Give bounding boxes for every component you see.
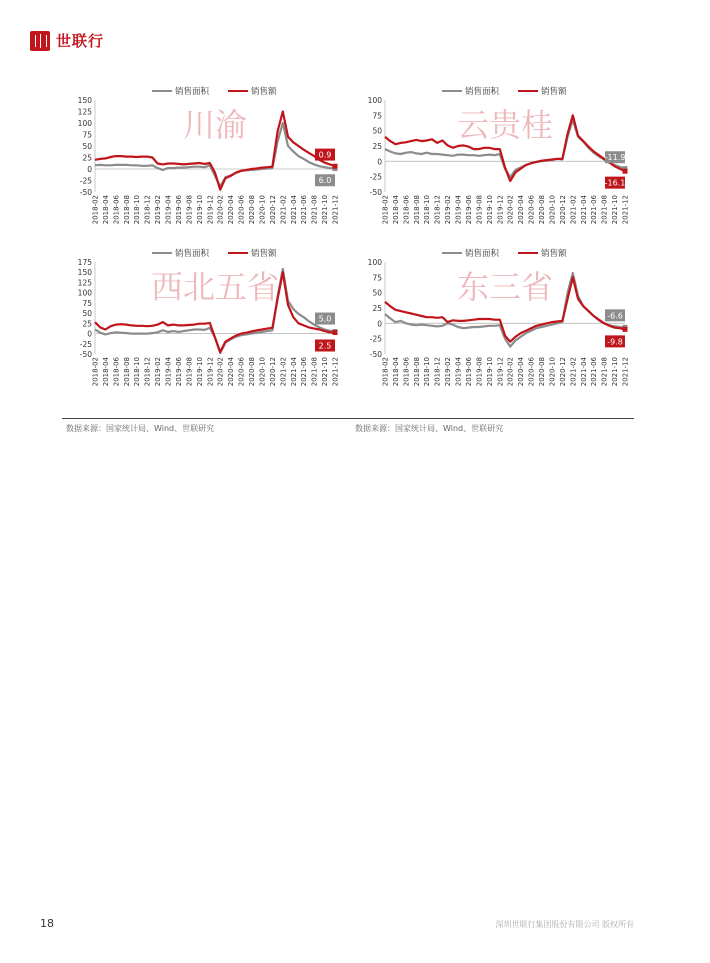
end-value-label: 2.5: [318, 341, 332, 351]
x-tick-label: 2018-06: [112, 195, 121, 225]
x-tick-label: 2020-10: [258, 195, 267, 225]
source-note-right: 数据来源：国家统计局、Wind、世联研究: [355, 424, 504, 433]
x-tick-label: 2019-04: [454, 357, 463, 387]
x-tick-label: 2020-08: [538, 357, 547, 387]
y-tick-label: 25: [82, 153, 92, 163]
chart-svg: [55, 242, 355, 412]
x-tick-label: 2021-12: [621, 357, 630, 387]
legend-label: 销售面积: [465, 249, 500, 259]
y-tick-label: 0: [377, 157, 382, 167]
x-tick-label: 2018-04: [391, 357, 400, 387]
chart-svg: [345, 242, 645, 412]
end-value-label: -6.6: [607, 311, 623, 321]
x-tick-label: 2018-08: [122, 195, 131, 225]
x-tick-label: 2021-10: [321, 357, 330, 387]
chart-svg: [55, 80, 355, 250]
x-tick-label: 2019-06: [464, 195, 473, 225]
x-tick-label: 2019-04: [164, 357, 173, 387]
x-tick-label: 2018-12: [143, 195, 152, 225]
end-value-label: 0.9: [318, 150, 332, 160]
source-note-left: 数据来源：国家统计局、Wind、世联研究: [66, 424, 215, 433]
y-tick-label: 50: [372, 126, 382, 136]
chart-yunguigui: [345, 80, 645, 250]
end-point-marker: [333, 164, 338, 169]
chart-chuanyu: [55, 80, 355, 250]
y-tick-label: -50: [369, 188, 382, 197]
x-tick-label: 2021-04: [289, 195, 298, 225]
y-tick-label: 50: [82, 142, 92, 151]
x-tick-label: 2019-06: [174, 357, 183, 387]
x-tick-label: 2018-04: [101, 195, 110, 225]
x-tick-label: 2021-10: [611, 195, 620, 225]
y-tick-label: 25: [82, 319, 92, 329]
x-tick-label: 2018-10: [423, 357, 432, 387]
x-tick-label: 2018-08: [122, 357, 131, 387]
x-tick-label: 2019-06: [464, 357, 473, 387]
x-tick-label: 2019-08: [185, 195, 194, 225]
x-tick-label: 2020-12: [268, 195, 277, 225]
x-tick-label: 2019-02: [444, 195, 453, 225]
y-tick-label: -25: [79, 339, 92, 349]
y-tick-label: 100: [77, 288, 92, 298]
x-tick-label: 2019-12: [496, 195, 505, 225]
chart-dongsansheng: [345, 242, 645, 412]
x-tick-label: 2020-10: [548, 195, 557, 225]
y-tick-label: 50: [82, 309, 92, 319]
y-tick-label: 150: [77, 268, 92, 278]
y-tick-label: 25: [372, 142, 382, 151]
x-tick-label: 2018-08: [412, 195, 421, 225]
x-tick-label: 2018-02: [381, 195, 390, 225]
x-tick-label: 2021-02: [569, 357, 578, 387]
x-tick-label: 2019-04: [454, 195, 463, 225]
x-tick-label: 2018-12: [433, 195, 442, 225]
y-tick-label: 125: [77, 107, 92, 117]
x-tick-label: 2018-02: [91, 357, 100, 387]
x-tick-label: 2020-02: [216, 195, 225, 225]
end-value-label: 6.0: [318, 176, 332, 186]
x-tick-label: 2020-08: [248, 195, 257, 225]
x-tick-label: 2018-06: [402, 357, 411, 387]
x-tick-label: 2020-04: [517, 357, 526, 387]
x-tick-label: 2021-02: [279, 357, 288, 387]
y-tick-label: 150: [77, 96, 92, 105]
y-tick-label: 25: [372, 304, 382, 313]
x-tick-label: 2020-04: [227, 357, 236, 387]
x-tick-label: 2020-08: [248, 357, 257, 387]
watermark-label: 西北五省: [150, 268, 280, 306]
x-tick-label: 2021-08: [600, 195, 609, 225]
x-tick-label: 2019-02: [154, 195, 163, 225]
x-tick-label: 2019-08: [475, 357, 484, 387]
y-tick-label: -25: [369, 172, 382, 182]
y-tick-label: 175: [77, 258, 92, 267]
x-tick-label: 2018-10: [423, 195, 432, 225]
watermark-label: 云贵桂: [456, 106, 554, 144]
legend-label: 销售面积: [175, 249, 210, 259]
y-tick-label: -25: [369, 334, 382, 344]
x-tick-label: 2021-12: [331, 195, 340, 225]
x-tick-label: 2020-10: [258, 357, 267, 387]
y-tick-label: 100: [77, 119, 92, 128]
x-tick-label: 2020-04: [227, 195, 236, 225]
watermark-label: 川渝: [182, 106, 248, 144]
x-tick-label: 2021-02: [569, 195, 578, 225]
x-tick-label: 2020-02: [506, 195, 515, 225]
y-tick-label: 100: [367, 96, 382, 105]
end-point-marker: [333, 330, 338, 335]
x-tick-label: 2021-08: [600, 357, 609, 387]
x-tick-label: 2019-10: [485, 357, 494, 387]
x-tick-label: 2019-02: [444, 357, 453, 387]
legend-label: 销售额: [541, 87, 567, 97]
y-tick-label: -25: [79, 176, 92, 186]
end-point-marker: [623, 327, 628, 332]
end-value-label: -9.8: [607, 337, 623, 347]
x-tick-label: 2021-12: [621, 195, 630, 225]
divider-line: [62, 418, 634, 419]
y-tick-label: 0: [87, 165, 92, 174]
end-value-label: 5.0: [318, 314, 332, 324]
x-tick-label: 2019-10: [195, 357, 204, 387]
x-tick-label: 2018-08: [412, 357, 421, 387]
x-tick-label: 2020-08: [538, 195, 547, 225]
y-tick-label: 125: [77, 278, 92, 288]
end-value-label: -16.1: [604, 178, 626, 188]
x-tick-label: 2019-08: [185, 357, 194, 387]
chart-svg: [345, 80, 645, 250]
x-tick-label: 2019-08: [475, 195, 484, 225]
x-tick-label: 2021-08: [310, 357, 319, 387]
x-tick-label: 2021-02: [279, 195, 288, 225]
x-tick-label: 2021-10: [611, 357, 620, 387]
x-tick-label: 2018-12: [143, 357, 152, 387]
y-tick-label: 0: [87, 329, 92, 339]
legend-label: 销售额: [251, 249, 277, 259]
x-tick-label: 2018-02: [91, 195, 100, 225]
x-tick-label: 2021-10: [321, 195, 330, 225]
x-tick-label: 2019-02: [154, 357, 163, 387]
x-tick-label: 2019-12: [206, 357, 215, 387]
chart-xibei: [55, 242, 355, 412]
end-point-marker: [623, 169, 628, 174]
copyright-notice: 深圳世联行集团股份有限公司 版权所有: [495, 920, 634, 929]
legend-label: 销售额: [251, 87, 277, 97]
x-tick-label: 2019-10: [195, 195, 204, 225]
x-tick-label: 2020-04: [517, 195, 526, 225]
x-tick-label: 2020-06: [237, 195, 246, 225]
y-tick-label: -50: [79, 350, 92, 359]
y-tick-label: 75: [82, 298, 92, 308]
brand-logo-icon: [30, 31, 50, 51]
y-tick-label: -50: [369, 350, 382, 359]
x-tick-label: 2019-10: [485, 195, 494, 225]
brand-name: 世联行: [56, 32, 105, 50]
legend-label: 销售面积: [465, 87, 500, 97]
y-tick-label: 75: [372, 111, 382, 121]
x-tick-label: 2021-06: [300, 195, 309, 225]
x-tick-label: 2019-06: [174, 195, 183, 225]
x-tick-label: 2021-04: [579, 195, 588, 225]
x-tick-label: 2019-12: [496, 357, 505, 387]
legend-label: 销售面积: [175, 87, 210, 97]
x-tick-label: 2018-06: [112, 357, 121, 387]
x-tick-label: 2020-12: [558, 357, 567, 387]
watermark-label: 东三省: [456, 268, 554, 306]
legend-label: 销售额: [541, 249, 567, 259]
x-tick-label: 2018-10: [133, 195, 142, 225]
page-number: 18: [40, 917, 54, 930]
x-tick-label: 2018-04: [101, 357, 110, 387]
x-tick-label: 2021-12: [331, 357, 340, 387]
x-tick-label: 2021-06: [590, 195, 599, 225]
y-tick-label: 100: [367, 258, 382, 267]
x-tick-label: 2020-12: [558, 195, 567, 225]
x-tick-label: 2020-02: [216, 357, 225, 387]
x-tick-label: 2020-10: [548, 357, 557, 387]
x-tick-label: 2020-06: [527, 195, 536, 225]
y-tick-label: -50: [79, 188, 92, 197]
x-tick-label: 2021-04: [289, 357, 298, 387]
y-tick-label: 50: [372, 288, 382, 298]
x-tick-label: 2019-04: [164, 195, 173, 225]
x-tick-label: 2019-12: [206, 195, 215, 225]
x-tick-label: 2021-06: [590, 357, 599, 387]
y-tick-label: 0: [377, 319, 382, 329]
x-tick-label: 2021-08: [310, 195, 319, 225]
x-tick-label: 2018-10: [133, 357, 142, 387]
brand-logo: [30, 30, 104, 51]
x-tick-label: 2021-06: [300, 357, 309, 387]
end-value-label: -11.9: [604, 153, 626, 163]
x-tick-label: 2020-06: [237, 357, 246, 387]
x-tick-label: 2021-04: [579, 357, 588, 387]
x-tick-label: 2020-06: [527, 357, 536, 387]
x-tick-label: 2018-04: [391, 195, 400, 225]
x-tick-label: 2018-06: [402, 195, 411, 225]
x-tick-label: 2018-02: [381, 357, 390, 387]
x-tick-label: 2018-12: [433, 357, 442, 387]
y-tick-label: 75: [82, 130, 92, 140]
x-tick-label: 2020-02: [506, 357, 515, 387]
y-tick-label: 75: [372, 273, 382, 283]
x-tick-label: 2020-12: [268, 357, 277, 387]
